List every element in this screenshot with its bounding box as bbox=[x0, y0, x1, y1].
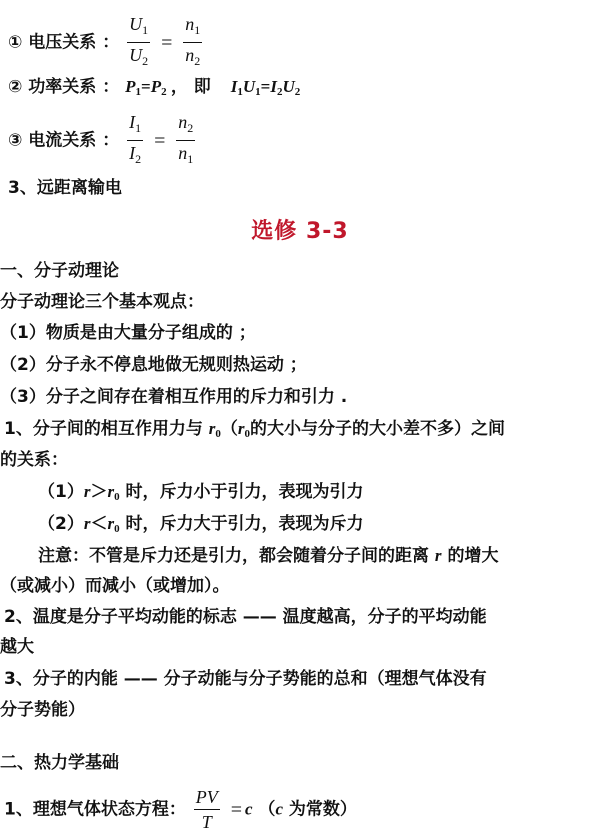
item1-note-line1: 注意：不管是斥力还是引力，都会随着分子间的距离 r 的增大 bbox=[38, 546, 499, 566]
section-title: 选修 3-3 bbox=[251, 219, 349, 244]
ideal-gas-equation: 1、理想气体状态方程： $\frac{PV}{T}$ = c （c 为常数） bbox=[4, 787, 357, 832]
voltage-fraction-left: $\frac{U_1}{U_2}$ bbox=[127, 12, 150, 73]
thermo-heading: 二、热力学基础 bbox=[0, 753, 119, 773]
ideal-gas-fraction: $\frac{PV}{T}$ bbox=[195, 787, 218, 832]
item1-note-line2: （或减小）而减小（或增加）。 bbox=[0, 576, 230, 596]
equals-sign: = bbox=[161, 31, 173, 54]
long-distance-transmission: 3、远距离输电 bbox=[8, 178, 122, 198]
item1-case1: $(1)r>r_0$ 时，斥力小于引力，表现为引力 bbox=[38, 482, 364, 503]
item3-line1: 3、分子的内能 —— 分子动能与分子势能的总和（理想气体没有 bbox=[4, 669, 487, 689]
current-label: ③ 电流关系 ： bbox=[8, 130, 120, 151]
item1-case2: $(2)r<r_0$ 时，斥力大于引力，表现为斥力 bbox=[38, 514, 364, 535]
voltage-relation bbox=[8, 12, 204, 73]
item2-line1: 2、温度是分子平均动能的标志 —— 温度越高，分子的平均动能 bbox=[4, 607, 487, 627]
current-relation bbox=[8, 110, 197, 171]
kinetic-point-3: （3）分子之间存在着相互作用的斥力和引力 . bbox=[0, 387, 348, 407]
kinetic-point-1: （1）物质是由大量分子组成的 ； bbox=[0, 323, 256, 343]
item1-line1: 1、分子间的相互作用力与 $r_0(r_0$的大小与分子的大小差不多）之间 bbox=[4, 419, 505, 440]
power-separator: ， 即 bbox=[170, 77, 211, 97]
power-relation bbox=[8, 74, 300, 105]
item3-line2: 分子势能） bbox=[0, 700, 85, 720]
voltage-label: ① 电压关系 ： bbox=[8, 32, 120, 53]
current-fraction-right: $\frac{n_2}{n_1}$ bbox=[176, 110, 195, 171]
ideal-gas-label: 1、理想气体状态方程： bbox=[4, 799, 186, 820]
power-label: ② 功率关系 ： bbox=[8, 77, 120, 97]
kinetic-heading: 一、分子动理论 bbox=[0, 261, 119, 281]
equals-sign: = bbox=[154, 129, 166, 152]
voltage-fraction-right: $\frac{n_1}{n_2}$ bbox=[183, 12, 202, 73]
power-formula: $P_1=P_2$ bbox=[125, 77, 167, 98]
item1-line2: 的关系： bbox=[0, 450, 68, 470]
kinetic-intro: 分子动理论三个基本观点： bbox=[0, 292, 204, 312]
current-fraction-left: $\frac{I_1}{I_2}$ bbox=[127, 110, 143, 171]
item2-line2: 越大 bbox=[0, 637, 34, 657]
kinetic-point-2: （2）分子永不停息地做无规则热运动 ； bbox=[0, 355, 307, 375]
power-formula-currents: $I_1U_1=I_2U_2$ bbox=[230, 77, 301, 98]
